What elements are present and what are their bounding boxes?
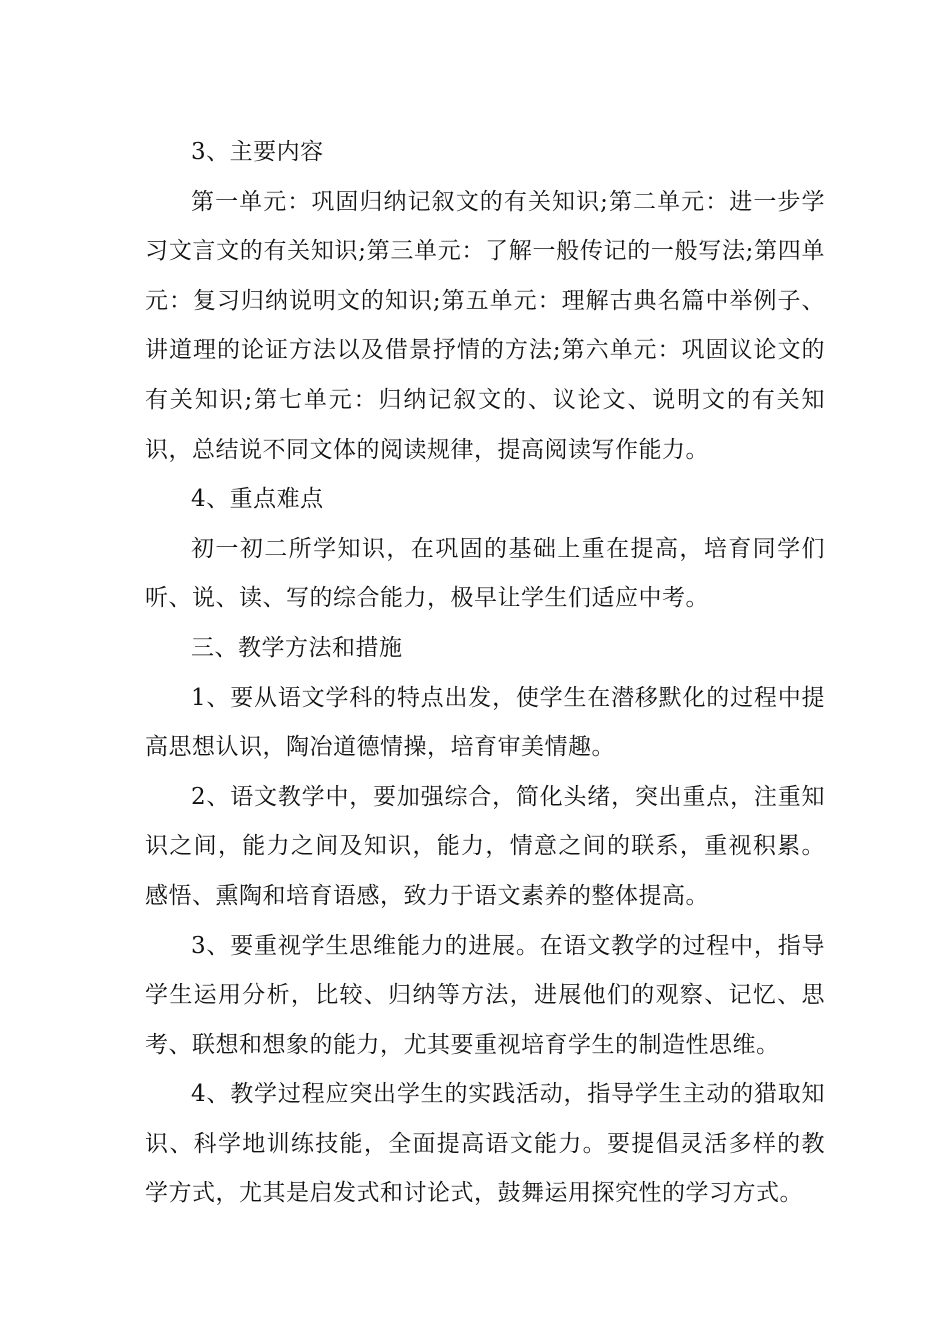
paragraph-method-3: 3、要重视学生思维能力的进展。在语文教学的过程中，指导学生运用分析，比较、归纳等方法，进展他们的观察、记忆、思考、联想和想象的能力，尤其要重视培育学生的制造性思维。 (145, 932, 825, 1058)
paragraph-method-4: 4、教学过程应突出学生的实践活动，指导学生主动的猎取知识、科学地训练技能，全面提高语文能力。要提倡灵活多样的教学方式，尤其是启发式和讨论式，鼓舞运用探究性的学习方式。 (145, 1081, 825, 1207)
paragraph-unit-overview: 第一单元：巩固归纳记叙文的有关知识;第二单元：进一步学习文言文的有关知识;第三单元：了解一般传记的一般写法;第四单元：复习归纳说明文的知识;第五单元：理解古典名篇中举例子、讲道理的论证方法以及借景抒情的方法;第六单元：巩固议论文的有关知识;第七单元：归纳记叙文的、议论文、说明文的有关知识，总结说不同文体的阅读规律，提高阅读写作能力。 (145, 188, 825, 463)
section-heading-teaching-methods: 三、教学方法和措施 (191, 634, 403, 661)
paragraph-method-2: 2、语文教学中，要加强综合，简化头绪，突出重点，注重知识之间，能力之间及知识，能力，情意之间的联系，重视积累。感悟、熏陶和培育语感，致力于语文素养的整体提高。 (145, 783, 825, 909)
paragraph-method-1: 1、要从语文学科的特点出发，使学生在潜移默化的过程中提高思想认识，陶冶道德情操，培育审美情趣。 (145, 684, 825, 761)
paragraph-key-points: 初一初二所学知识，在巩固的基础上重在提高，培育同学们听、说、读、写的综合能力，极早让学生们适应中考。 (145, 535, 825, 612)
section-heading-main-content: 3、主要内容 (191, 139, 324, 165)
document-body (145, 128, 825, 1219)
section-heading-key-points: 4、重点难点 (191, 486, 324, 513)
